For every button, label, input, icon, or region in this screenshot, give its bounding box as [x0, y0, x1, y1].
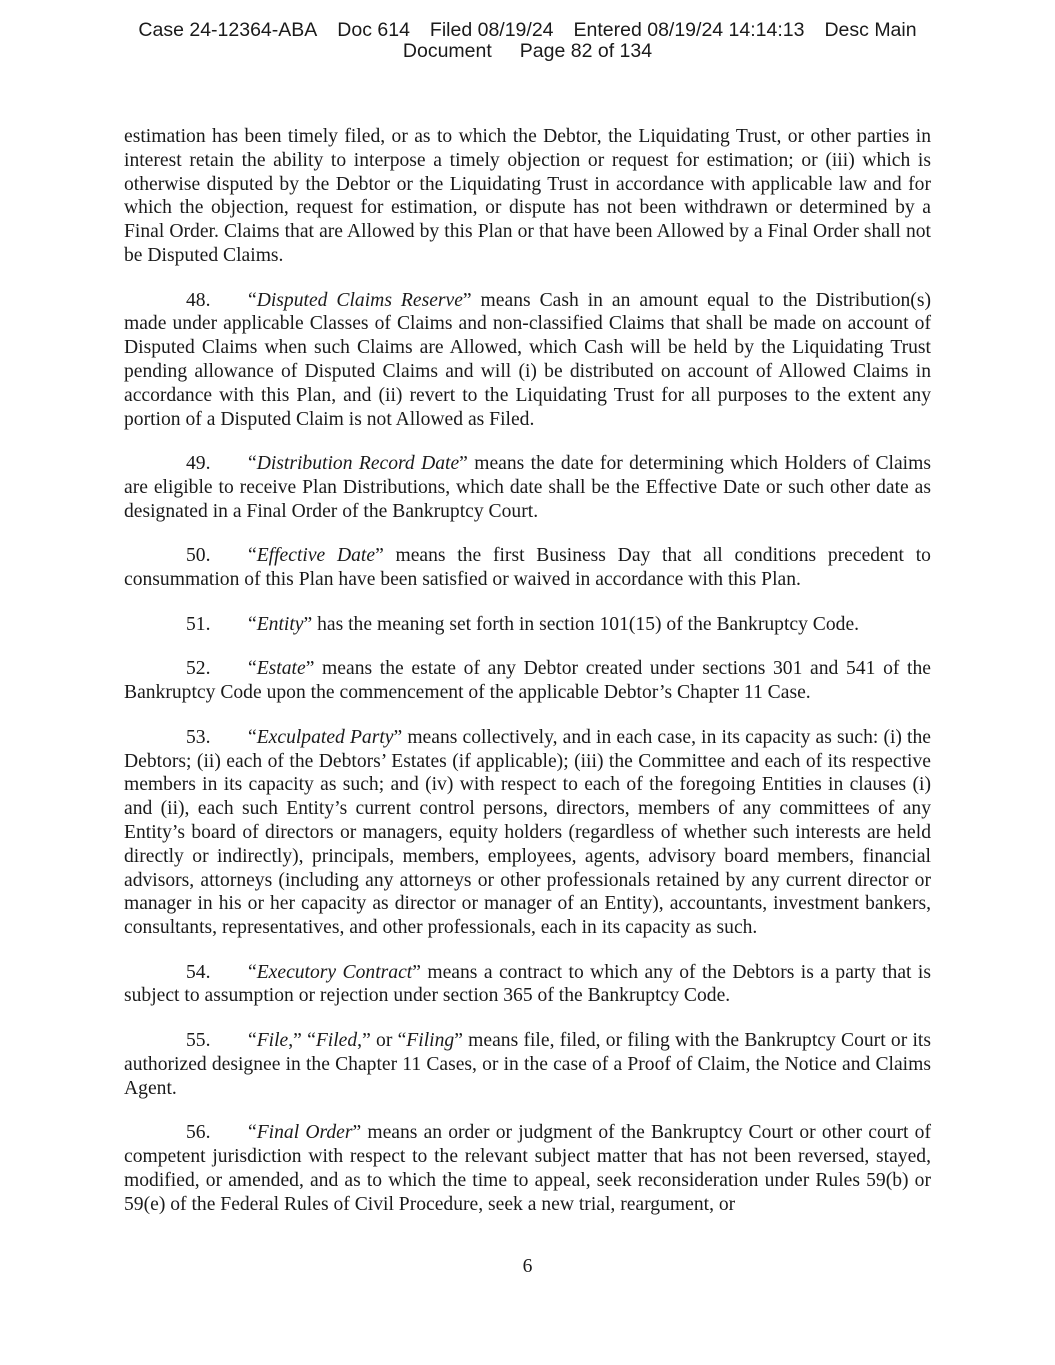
filing-header-line-1: [0, 20, 1055, 41]
defined-term: Entity: [256, 613, 304, 635]
definition-number: 55.: [186, 1030, 211, 1052]
defined-term: Estate: [256, 658, 306, 680]
page-of-total: Page 82 of 134: [519, 40, 653, 62]
definition-51: 51. “Entity” has the meaning set forth in section 101(15) of the Bankruptcy Code.: [186, 613, 860, 635]
definition-52: 52. “Estate” means the estate of any Debtor created under sections 301 and 541 of the Bankruptcy Code upon the commencement of the applicable Debtor’s Chapter 11 Case.: [124, 658, 931, 704]
definition-number: 51.: [186, 613, 211, 635]
definition-number: 50.: [186, 545, 211, 567]
definition-48: 48. “Disputed Claims Reserve” means Cash in an amount equal to the Distribution(s) made under applicable Classes of Claims and non-classified Claims that shall be made on account of Disputed Claims when such Claims are Allowed, which Cash will be held by the Liquidating Trust pending allowance of Disputed Claims and will (i) be distributed on account of Allowed Claims in accordance with this Plan, and (ii) revert to the Liquidating Trust for all purposes to the extent any portion of a Disputed Claim is not Allowed as Filed.: [124, 289, 931, 430]
definition-number: 48.: [186, 289, 211, 311]
definition-number: 52.: [186, 658, 211, 680]
definition-53: 53. “Exculpated Party” means collectively, and in each case, in its capacity as such: (i) the Debtors; (ii) each of the Debtors’ Estates (if applicable); (iii) the Committee and each of its respective members in its capacity as such; and (iv) with respect to each of the foregoing Entities in clauses (i) and (ii), each such Entity’s current control persons, directors, members of any committees of any Entity’s board of directors or managers, equity holders (regardless of whether such interests are held directly or indirectly), principals, members, employees, agents, advisory board members, financial advisors, attorneys (including any attorneys or other professionals retained by any current director or manager in his or her capacity as director or manager of an Entity), accountants, investment bankers, consultants, representatives, and other professionals, each in its capacity as such.: [124, 726, 931, 939]
definition-number: 53.: [186, 726, 211, 748]
definition-54: 54. “Executory Contract” means a contract to which any of the Debtors is a party that is subject to assumption or rejection under section 365 of the Bankruptcy Code.: [124, 961, 931, 1007]
definition-text: ” has the meaning set forth in section 101(15) of the Bankruptcy Code.: [303, 613, 860, 635]
definition-49: 49. “Distribution Record Date” means the date for determining which Holders of Claims are eligible to receive Plan Distributions, which date shall be the Effective Date or such other date as designated in a Final Order of the Bankruptcy Court.: [124, 453, 931, 522]
case-number: Case 24-12364-ABA: [138, 19, 318, 41]
definition-text: ” means a contract to which any of the Debtors is a party that is subject to assumption or rejection under section 365 of the Bankruptcy Code.: [124, 961, 931, 1007]
definition-text: ” means file, filed, or filing with the Bankruptcy Court or its authorized designee in the Chapter 11 Cases, or in the case of a Proof of Claim, the Notice and Claims Agent.: [124, 1030, 931, 1099]
filed-date: Filed 08/19/24: [429, 19, 554, 41]
defined-term: Effective Date: [256, 545, 376, 567]
definition-text: ” means Cash in an amount equal to the Distribution(s) made under applicable Classes of Claims and non-classified Claims that shall be made on account of Disputed Claims when such Claims are Allowed, which Cash will be held by the Liquidating Trust pending allowance of Disputed Claims and will (i) be distributed on account of Allowed Claims in accordance with this Plan, and (ii) revert to the Liquidating Trust for all purposes to the extent any portion of a Disputed Claim is not Allowed as Filed.: [124, 289, 931, 430]
defined-term: Final Order: [256, 1122, 353, 1144]
document-body: [124, 125, 931, 1237]
definition-number: 49.: [186, 453, 211, 475]
definition-text: ” means the first Business Day that all conditions precedent to consummation of this Plan have been satisfied or waived in accordance with this Plan.: [124, 545, 931, 591]
desc-label: Desc Main: [824, 19, 917, 41]
definition-number: 54.: [186, 961, 211, 983]
defined-term: Filed: [315, 1030, 358, 1052]
definition-text: ” means the date for determining which Holders of Claims are eligible to receive Plan Distributions, which date shall be the Effective Date or such other date as designated in a Final Order of the Bankruptcy Court.: [124, 453, 931, 522]
definition-55: 55. “File,” “Filed,” or “Filing” means file, filed, or filing with the Bankruptcy Court or its authorized designee in the Chapter 11 Cases, or in the case of a Proof of Claim, the Notice and Claims Agent.: [124, 1030, 931, 1099]
defined-term: Executory Contract: [256, 961, 413, 983]
filing-header-line-2: [0, 41, 1055, 62]
document-label: Document: [402, 40, 492, 62]
definition-56: 56. “Final Order” means an order or judgment of the Bankruptcy Court or other court of competent jurisdiction with respect to the relevant subject matter that has not been reversed, stayed, modified, or amended, and as to which the time to appeal, seek reconsideration under Rules 59(b) or 59(e) of the Federal Rules of Civil Procedure, seek a new trial, reargument, or: [124, 1122, 931, 1215]
definition-text: ” means an order or judgment of the Bankruptcy Court or other court of competent jurisdiction with respect to the relevant subject matter that has not been reversed, stayed, modified, or amended, and as to which the time to appeal, seek reconsideration under Rules 59(b) or 59(e) of the Federal Rules of Civil Procedure, seek a new trial, reargument, or: [124, 1122, 931, 1215]
filing-header: [0, 20, 1055, 62]
continued-paragraph: estimation has been timely filed, or as to which the Debtor, the Liquidating Trust, or other parties in interest retain the ability to interpose a timely objection or request for estimation; or (iii) which is otherwise disputed by the Debtor or the Liquidating Trust in accordance with applicable law and for which the objection, request for estimation, or dispute has not been withdrawn or determined by a Final Order. Claims that are Allowed by this Plan or that have been Allowed by a Final Order shall not be Disputed Claims.: [124, 126, 931, 266]
entered-date: Entered 08/19/24 14:14:13: [573, 19, 805, 41]
defined-term: Filing: [406, 1030, 455, 1052]
definition-text: ” means collectively, and in each case, in its capacity as such: (i) the Debtors; (ii) each of the Debtors’ Estates (if applicable); (iii) the Committee and each of its respective members in its capacity as such; and (iv) with respect to each of the foregoing Entities in clauses (i) and (ii), each such Entity’s current control persons, directors, members of any committees of any Entity’s board of directors or managers, equity holders (regardless of whether such interests are held directly or indirectly), principals, members, employees, agents, advisory board members, financial advisors, attorneys (including any attorneys or other professionals retained by any current director or manager in his or her capacity as director or manager of an Entity), accountants, investment bankers, consultants, representatives, and other professionals, each in its capacity as such.: [124, 726, 931, 939]
doc-number: Doc 614: [337, 19, 410, 41]
defined-term: Exculpated Party: [256, 726, 394, 748]
defined-term: Disputed Claims Reserve: [256, 289, 463, 311]
defined-term: Distribution Record Date: [256, 453, 460, 475]
defined-term: File: [256, 1030, 289, 1052]
definition-50: 50. “Effective Date” means the first Business Day that all conditions precedent to consummation of this Plan have been satisfied or waived in accordance with this Plan.: [124, 545, 931, 591]
definition-number: 56.: [186, 1122, 211, 1144]
definition-text: ” means the estate of any Debtor created under sections 301 and 541 of the Bankruptcy Code upon the commencement of the applicable Debtor’s Chapter 11 Case.: [124, 658, 931, 704]
page-number: 6: [522, 1256, 533, 1277]
